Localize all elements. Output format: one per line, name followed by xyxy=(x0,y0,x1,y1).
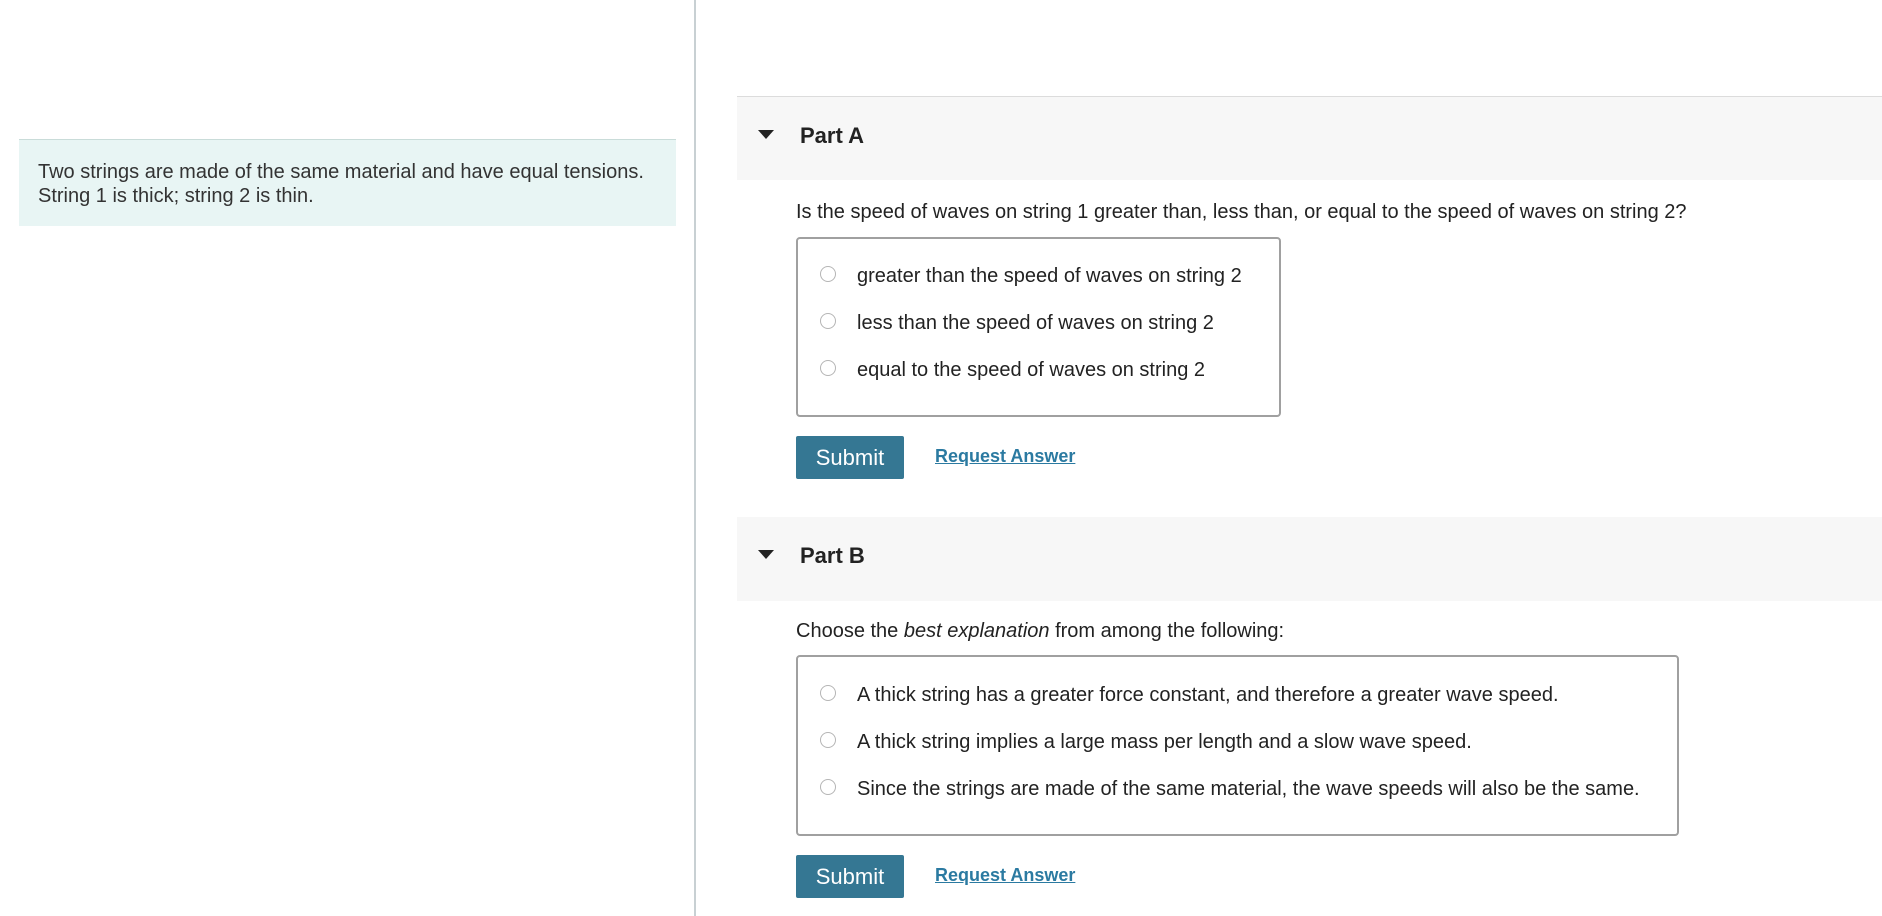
part-b-submit-button[interactable]: Submit xyxy=(796,855,904,898)
part-a-submit-button[interactable]: Submit xyxy=(796,436,904,479)
part-b-option-2[interactable] xyxy=(820,727,1472,757)
part-a-option-2[interactable] xyxy=(820,308,1214,338)
radio-unchecked-icon[interactable] xyxy=(820,779,836,795)
intro-line-1: Two strings are made of the same material and have equal tensions. xyxy=(38,161,644,183)
option-label: less than the speed of waves on string 2 xyxy=(857,312,1214,334)
part-a-options xyxy=(796,237,1281,417)
part-a-header[interactable] xyxy=(737,96,1882,180)
question-prefix: Choose the xyxy=(796,620,904,642)
part-a-option-3[interactable] xyxy=(820,355,1205,385)
parts-panel xyxy=(737,0,1882,916)
part-a-title: Part A xyxy=(800,123,864,148)
caret-down-icon[interactable] xyxy=(758,130,774,139)
part-a-option-1[interactable] xyxy=(820,261,1242,291)
part-a-question: Is the speed of waves on string 1 greater than, less than, or equal to the speed of waves on string 2? xyxy=(796,201,1687,223)
part-b-options xyxy=(796,655,1679,836)
part-b-option-3[interactable] xyxy=(820,774,1640,804)
option-label: equal to the speed of waves on string 2 xyxy=(857,359,1206,381)
radio-unchecked-icon[interactable] xyxy=(820,685,836,701)
question-emphasis: best explanation xyxy=(903,620,1050,642)
option-label: Since the strings are made of the same material, the wave speeds will also be the same. xyxy=(857,778,1640,800)
option-label: A thick string has a greater force constant, and therefore a greater wave speed. xyxy=(857,684,1559,706)
part-b-option-1[interactable] xyxy=(820,680,1559,710)
part-b-title: Part B xyxy=(800,543,865,568)
radio-unchecked-icon[interactable] xyxy=(820,360,836,376)
question-suffix: from among the following: xyxy=(1049,620,1285,642)
option-label: A thick string implies a large mass per length and a slow wave speed. xyxy=(857,731,1472,753)
part-b-question xyxy=(796,618,1284,644)
problem-intro-panel xyxy=(0,0,696,916)
part-b-header[interactable] xyxy=(737,517,1882,601)
problem-intro-box xyxy=(19,139,676,226)
radio-unchecked-icon[interactable] xyxy=(820,266,836,282)
radio-unchecked-icon[interactable] xyxy=(820,732,836,748)
option-label: greater than the speed of waves on string 2 xyxy=(857,265,1242,287)
part-a-request-answer-link[interactable]: Request Answer xyxy=(935,446,1076,466)
caret-down-icon[interactable] xyxy=(758,550,774,559)
part-b-request-answer-link[interactable]: Request Answer xyxy=(935,865,1076,885)
intro-line-2: String 1 is thick; string 2 is thin. xyxy=(38,185,314,207)
radio-unchecked-icon[interactable] xyxy=(820,313,836,329)
